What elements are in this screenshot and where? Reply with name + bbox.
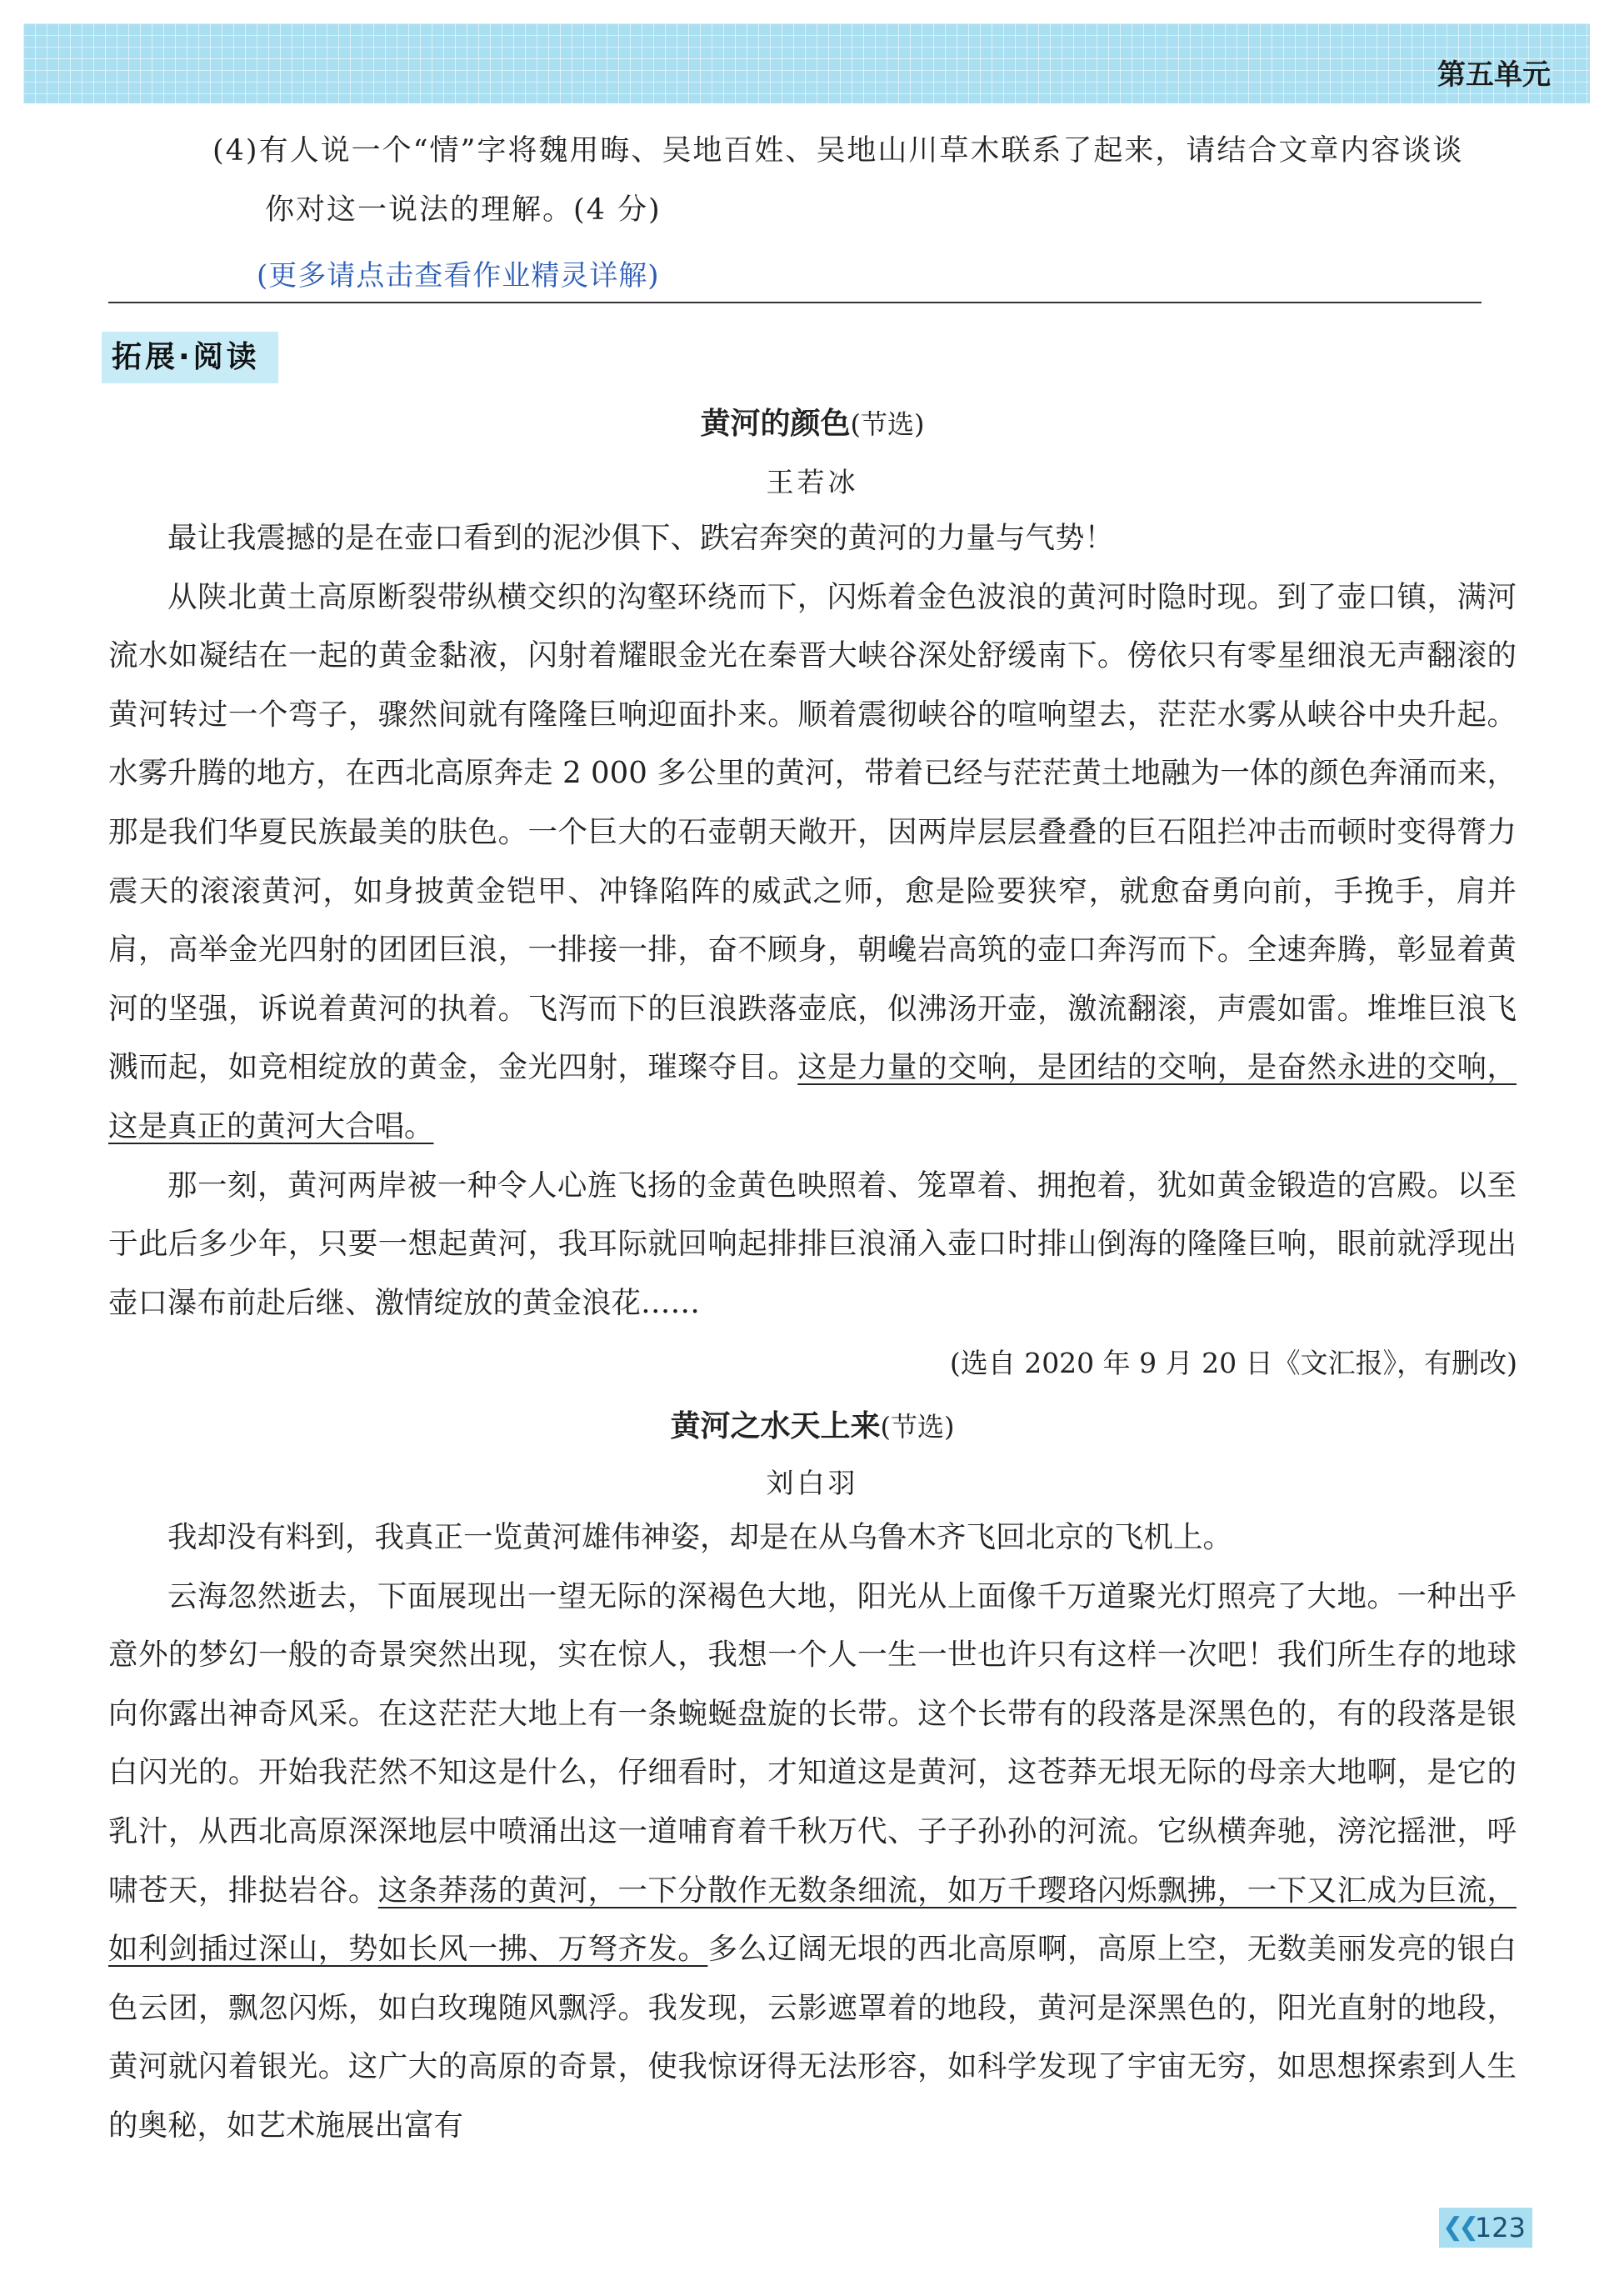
article2-underlined-sentence: 这条莽荡的黄河，一下分散作无数条细流，如万千璎珞闪烁飘拂，一下又汇成为巨流，如利剑插过深山，势如长风一拂、万弩齐发。 — [108, 1873, 1517, 1967]
article2-title-main: 黄河之水天上来 — [670, 1409, 881, 1443]
article1-paragraph-2 — [108, 568, 1517, 1157]
header-band — [23, 23, 1590, 103]
article2-paragraph-1: 我却没有料到，我真正一览黄河雄伟神姿，却是在从乌鲁木齐飞回北京的飞机上。 — [167, 1520, 1233, 1554]
article2-author: 刘白羽 — [766, 1467, 859, 1499]
article1-paragraph-2-text: 从陕北黄土高原断裂带纵横交织的沟壑环绕而下，闪烁着金色波浪的黄河时隐时现。到了壶口镇，满河流水如凝结在一起的黄金黏液，闪射着耀眼金光在秦晋大峡谷深处舒缓南下。傍依只有零星细浪无声翻滚的黄河转过一个弯子，骤然间就有隆隆巨响迎面扑来。顺着震彻峡谷的喧响望去，茫茫水雾从峡谷中央升起。水雾升腾的地方，在西北高原奔走 2 000 多公里的黄河，带着已经与茫茫黄土地融为一体的颜色奔涌而来，那是我们华夏民族最美的肤色。一个巨大的石壶朝天敞开，因两岸层层叠叠的巨石阻拦冲击而顿时变得膂力震天的滚滚黄河，如身披黄金铠甲、冲锋陷阵的威武之师，愈是险要狭窄，就愈奋勇向前，手挽手，肩并肩，高举金光四射的团团巨浪，一排接一排，奋不顾身，朝巉岩高筑的壶口奔泻而下。全速奔腾，彰显着黄河的坚强，诉说着黄河的执着。飞泻而下的巨浪跌落壶底，似沸汤开壶，激流翻滚，声震如雷。堆堆巨浪飞溅而起，如竞相绽放的黄金，金光四射，璀璨夺目。 — [108, 579, 1517, 1085]
divider — [108, 302, 1482, 303]
article2-paragraph-2-text: 云海忽然逝去，下面展现出一望无际的深褐色大地，阳光从上面像千万道聚光灯照亮了大地。一种出乎意外的梦幻一般的奇景突然出现，实在惊人，我想一个人一生一世也许只有这样一次吧！我们所生存的地球向你露出神奇风采。在这茫茫大地上有一条蜿蜒盘旋的长带。这个长带有的段落是深黑色的，有的段落是银白闪光的。开始我茫然不知这是什么，仔细看时，才知道这是黄河，这苍莽无垠无际的母亲大地啊，是它的乳汁，从西北高原深深地层中喷涌出这一道哺育着千秋万代、子子孙孙的河流。它纵横奔驰，滂沱摇泄，呼啸苍天，排挞岩谷。 — [108, 1578, 1517, 1908]
article1-body — [108, 509, 1517, 1333]
article1-title-main: 黄河的颜色 — [700, 407, 851, 441]
chevron-left-icon: ❮❮ — [1442, 2213, 1475, 2242]
page-number-badge — [1439, 2208, 1532, 2248]
question-line-1: (4)有人说一个“情”字将魏用晦、吴地百姓、吴地山川草木联系了起来，请结合文章内容谈谈 — [212, 134, 1464, 168]
article2-body — [108, 1508, 1517, 2156]
more-detail-link[interactable]: (更多请点击查看作业精灵详解) — [257, 259, 660, 293]
question-line-2: 你对这一说法的理解。(4 分) — [265, 193, 662, 227]
article2-paragraph-2-continued: 多么辽阔无垠的西北高原啊，高原上空，无数美丽发亮的银白色云团，飘忽闪烁，如白玫瑰随风飘浮。我发现，云影遮罩着的地段，黄河是深黑色的，阳光直射的地段，黄河就闪着银光。这广大的高原的奇景，使我惊讶得无法形容，如科学发现了宇宙无穷，如思想探索到人生的奥秘，如艺术施展出富有 — [108, 1932, 1517, 2143]
section-tag: 拓展·阅读 — [102, 332, 278, 383]
article1-title — [108, 400, 1517, 443]
article1-title-note: (节选) — [850, 408, 925, 440]
article1-author: 王若冰 — [766, 466, 859, 498]
article2-title — [108, 1403, 1517, 1445]
article1-underlined-sentence: 这是力量的交响，是团结的交响，是奋然永进的交响，这是真正的黄河大合唱。 — [108, 1050, 1517, 1143]
page-number: 123 — [1474, 2212, 1526, 2243]
article1-paragraph-1: 最让我震撼的是在壶口看到的泥沙俱下、跌宕奔突的黄河的力量与气势！ — [167, 521, 1115, 555]
article1-source: (选自 2020 年 9 月 20 日《文汇报》，有删改) — [949, 1347, 1517, 1379]
unit-label: 第五单元 — [1437, 58, 1551, 92]
article2-paragraph-2 — [108, 1568, 1517, 2156]
article2-title-note: (节选) — [880, 1411, 955, 1443]
article1-paragraph-3: 那一刻，黄河两岸被一种令人心旌飞扬的金黄色映照着、笼罩着、拥抱着，犹如黄金锻造的宫殿。以至于此后多少年，只要一想起黄河，我耳际就回响起排排巨浪涌入壶口时排山倒海的隆隆巨响，眼前就浮现出壶口瀑布前赴后继、激情绽放的黄金浪花…… — [108, 1168, 1517, 1320]
